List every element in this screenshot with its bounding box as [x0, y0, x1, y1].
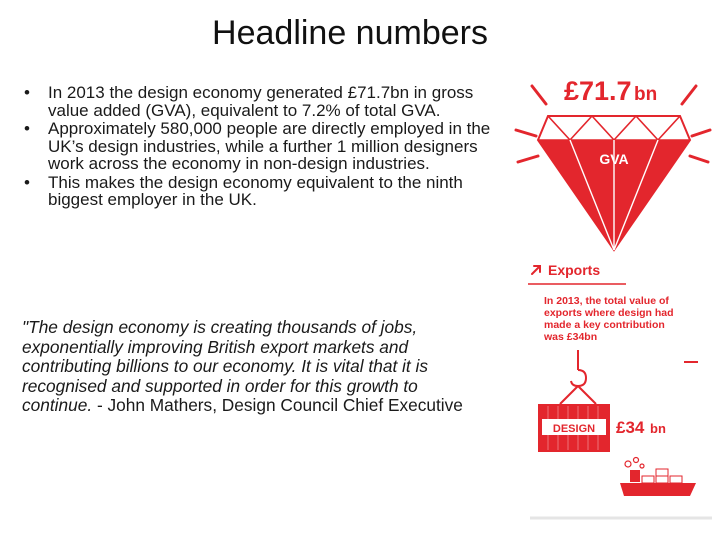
exports-unit: bn — [650, 421, 666, 436]
slide-title: Headline numbers — [212, 14, 488, 52]
sparkle-ray — [518, 156, 538, 162]
sparkle-ray — [682, 86, 696, 104]
bullet-item — [22, 84, 500, 119]
bullet-item — [22, 120, 500, 173]
bullet-text: This makes the design economy equivalent to the ninth biggest employer in the UK. — [48, 172, 463, 209]
quote-text: "The design economy is creating thousands of jobs, exponentially improving British export markets and contributing billions to our economy. It is vital that it is recognised and supported in order for this growth to continue. — [22, 317, 428, 415]
quote-attribution: - John Mathers, Design Council Chief Executive — [92, 395, 463, 415]
bullet-dot: • — [24, 83, 30, 102]
gva-amount: £71.7 — [564, 76, 632, 106]
gva-label: GVA — [599, 151, 629, 167]
bullet-dot: • — [24, 119, 30, 138]
sparkle-ray — [690, 156, 708, 162]
bullet-list — [22, 84, 500, 210]
sparkle-ray — [532, 86, 546, 104]
exports-text-line: made a key contribution — [544, 319, 665, 331]
bullet-dot: • — [24, 172, 30, 192]
exports-amount: £34 — [616, 418, 645, 437]
container-label: DESIGN — [552, 423, 596, 435]
design-economy-infographic — [512, 60, 720, 522]
exports-text-line: In 2013, the total value of — [544, 295, 669, 307]
crane-hook-icon — [560, 350, 596, 404]
arrow-up-right-icon — [532, 266, 540, 274]
sparkle-ray — [692, 130, 710, 136]
bullet-item — [22, 174, 500, 209]
gva-unit: bn — [634, 84, 658, 105]
diamond-icon — [538, 116, 690, 250]
cargo-ship-icon — [530, 458, 712, 519]
bullet-text: Approximately 580,000 people are directly employed in the UK’s design industries, while a further 1 million designers work across the economy in non-design industries. — [48, 119, 491, 173]
exports-heading: Exports — [548, 262, 601, 278]
bullet-text: In 2013 the design economy generated £71.7bn in gross value added (GVA), equivalent to 7.2% of total GVA. — [48, 83, 474, 120]
quote-block — [22, 318, 492, 416]
sparkle-ray — [516, 130, 536, 136]
exports-text-line: was £34bn — [544, 331, 598, 343]
exports-text-line: exports where design had — [544, 307, 674, 319]
